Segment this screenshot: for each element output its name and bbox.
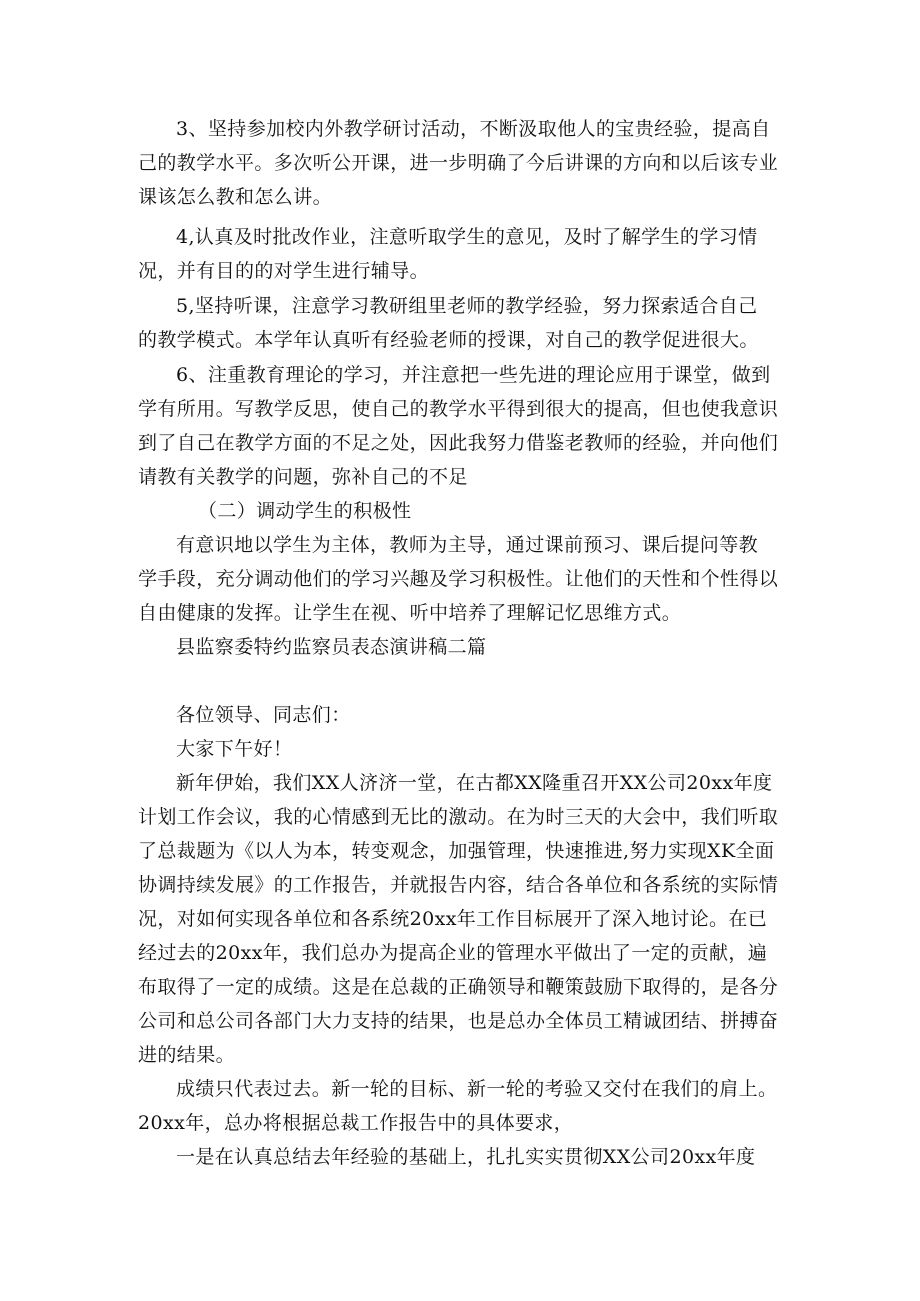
text-line-26: 公司和总公司各部门大力支持的结果，也是总办全体员工精诚团结、拼搏奋 (138, 1010, 779, 1032)
text-line-20: 计划工作会议，我的心情感到无比的激动。在为时三天的大会中，我们听取 (138, 806, 779, 828)
salutation: 大家下午好！ (176, 738, 293, 760)
text-line-29: 20xx年，总办将根据总裁工作报告中的具体要求， (138, 1112, 574, 1134)
text-line-22: 协调持续发展》的工作报告，并就报告内容，结合各单位和各系统的实际情 (138, 874, 779, 896)
section-heading: （二）调动学生的积极性 (198, 500, 412, 522)
text-line-30: 一是在认真总结去年经验的基础上，扎扎实实贯彻XX公司20xx年度 (176, 1146, 756, 1168)
text-line-7: 的教学模式。本学年认真听有经验老师的授课，对自己的教学促进很大。 (138, 329, 759, 351)
text-line-21: 了总裁题为《以人为本，转变观念，加强管理，快速推进,努力实现XK全面 (138, 840, 775, 862)
text-line-2: 己的教学水平。多次听公开课，进一步明确了今后讲课的方向和以后该专业 (138, 152, 779, 174)
text-line-15: 自由健康的发挥。让学生在视、听中培养了理解记忆思维方式。 (138, 602, 682, 624)
speech-title: 县监察委特约监察员表态演讲稿二篇 (176, 636, 487, 658)
text-line-9: 学有所用。写教学反思，使自己的教学水平得到很大的提高，但也使我意识 (138, 398, 779, 420)
text-line-1: 3、坚持参加校内外教学研讨活动，不断汲取他人的宝贵经验，提高自 (176, 118, 771, 140)
text-line-14: 学手段，充分调动他们的学习兴趣及学习积极性。让他们的天性和个性得以 (138, 568, 779, 590)
text-line-24: 经过去的20xx年，我们总办为提高企业的管理水平做出了一定的贡献，遍 (138, 942, 768, 964)
text-line-3: 课该怎么教和怎么讲。 (138, 186, 333, 208)
text-line-23: 况，对如何实现各单位和各系统20xx年工作目标展开了深入地讨论。在已 (138, 908, 768, 930)
greeting: 各位领导、同志们： (176, 704, 351, 726)
text-line-25: 布取得了一定的成绩。这是在总裁的正确领导和鞭策鼓励下取得的，是各分 (138, 976, 779, 998)
text-line-4: 4,认真及时批改作业，注意听取学生的意见，及时了解学生的学习情 (176, 226, 758, 248)
text-line-8: 6、注重教育理论的学习，并注意把一些先进的理论应用于课堂，做到 (176, 364, 771, 386)
text-line-5: 况，并有目的的对学生进行辅导。 (138, 260, 430, 282)
text-line-11: 请教有关教学的问题，弥补自己的不足 (138, 466, 468, 488)
text-line-10: 到了自己在教学方面的不足之处，因此我努力借鉴老教师的经验，并向他们 (138, 432, 779, 454)
text-line-28: 成绩只代表过去。新一轮的目标、新一轮的考验又交付在我们的肩上。 (176, 1078, 778, 1100)
text-line-13: 有意识地以学生为主体，教师为主导，通过课前预习、课后提问等教 (176, 534, 759, 556)
text-line-19: 新年伊始，我们XX人济济一堂，在古都XX隆重召开XX公司20xx年度 (176, 772, 773, 794)
text-line-27: 进的结果。 (138, 1044, 236, 1066)
text-line-6: 5,坚持听课，注意学习教研组里老师的教学经验，努力探索适合自己 (176, 295, 758, 317)
